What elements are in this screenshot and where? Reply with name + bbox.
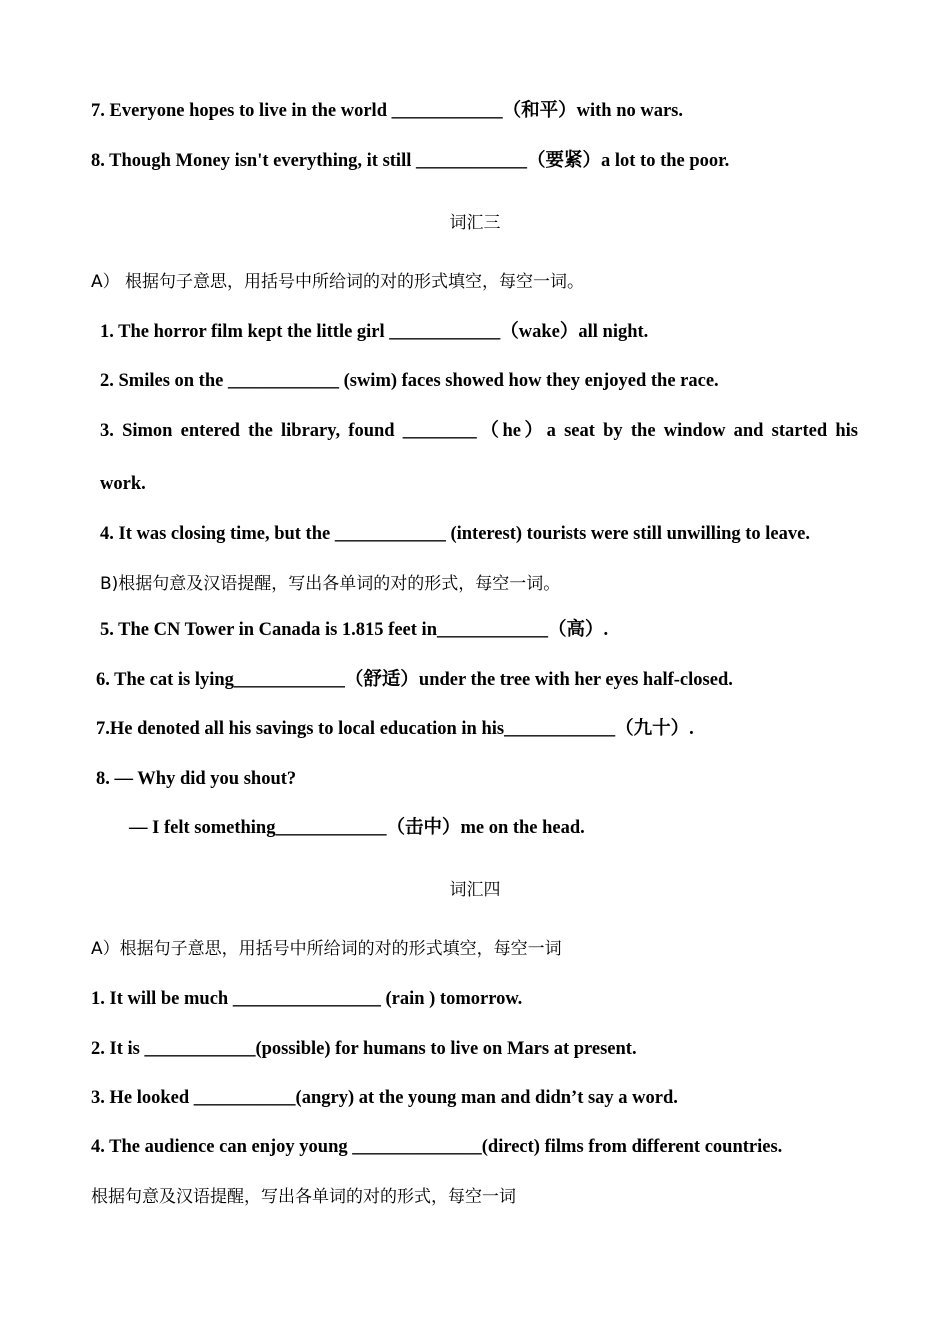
section-3-part-a-instruction: A） 根据句子意思，用括号中所给词的对的形式填空，每空一词。 (91, 272, 585, 292)
section-4-part-a-instruction: A）根据句子意思，用括号中所给词的对的形式填空，每空一词 (91, 939, 562, 959)
section-title-vocab-4: 词汇四 (449, 880, 501, 900)
s3-item-1: 1. The horror film kept the little girl ____________（wake）all night. (100, 322, 649, 342)
s3-item-5: 5. The CN Tower in Canada is 1.815 feet in____________（高）. (100, 620, 609, 640)
s4-item-2: 2. It is ____________(possible) for humans to live on Mars at present. (91, 1039, 637, 1059)
s3-item-3-continuation: work. (100, 474, 146, 494)
section-4-part-b-instruction: 根据句意及汉语提醒，写出各单词的对的形式，每空一词 (91, 1187, 516, 1207)
s3-item-8-question: 8. — Why did you shout? (96, 769, 297, 789)
exercise-item-7: 7. Everyone hopes to live in the world ____________（和平）with no wars. (91, 101, 684, 121)
s3-item-4: 4. It was closing time, but the ____________ (interest) tourists were still unwilling to leave. (100, 524, 810, 544)
section-3-part-b-instruction: B)根据句意及汉语提醒，写出各单词的对的形式，每空一词。 (100, 574, 561, 594)
s3-item-8-answer: — I felt something____________（击中）me on the head. (129, 818, 585, 838)
s3-item-3: 3. Simon entered the library, found ________（he）a seat by the window and started his (100, 421, 858, 441)
s4-item-1: 1. It will be much ________________ (rain ) tomorrow. (91, 989, 523, 1009)
s4-item-4: 4. The audience can enjoy young ______________(direct) films from different countries. (91, 1137, 783, 1157)
s4-item-3: 3. He looked ___________(angry) at the young man and didn’t say a word. (91, 1088, 678, 1108)
s3-item-6: 6. The cat is lying____________（舒适）under the tree with her eyes half-closed. (96, 670, 733, 690)
s3-item-7: 7.He denoted all his savings to local education in his____________（九十）. (96, 719, 694, 739)
s3-item-2: 2. Smiles on the ____________ (swim) faces showed how they enjoyed the race. (100, 371, 719, 391)
section-title-vocab-3: 词汇三 (449, 213, 501, 233)
exercise-item-8: 8. Though Money isn't everything, it still ____________（要紧）a lot to the poor. (91, 151, 730, 171)
